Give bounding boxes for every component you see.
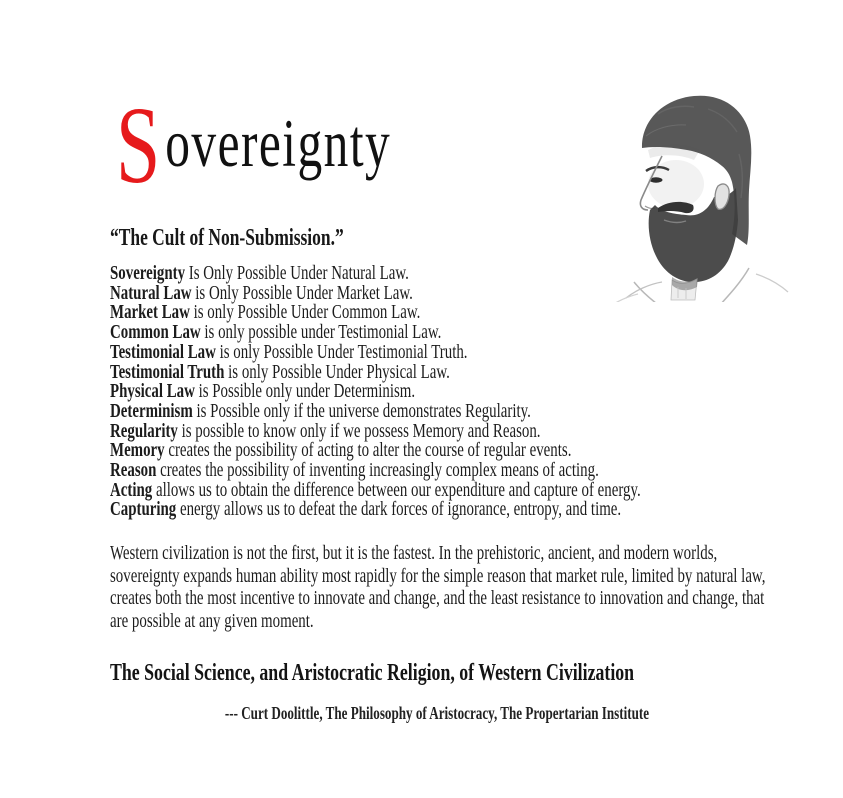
- statement-lead: Determinism: [110, 399, 193, 422]
- title-rest: overeignty: [165, 105, 392, 181]
- attribution-line: --- Curt Doolittle, The Philosophy of Aristocracy, The Propertarian Institute: [224, 703, 650, 723]
- statement-text: is Possible only under Determinism.: [194, 380, 416, 403]
- statement-lead: Physical Law: [110, 380, 195, 403]
- statement-text: is only possible under Testimonial Law.: [200, 321, 442, 344]
- statement-text: is only Possible Under Testimonial Truth.: [215, 340, 468, 363]
- statement-lead: Market Law: [110, 301, 190, 324]
- portrait-sketch: [598, 84, 795, 302]
- statement-text: is only Possible Under Common Law.: [189, 301, 421, 324]
- statement-lead: Acting: [110, 478, 153, 501]
- title-initial-letter: S: [115, 84, 161, 206]
- statement-text: creates the possibility of inventing increasingly complex means of acting.: [156, 459, 599, 482]
- statement-lead: Testimonial Truth: [110, 360, 225, 383]
- page-title: [110, 0, 474, 206]
- statement-lead: Reason: [110, 459, 157, 482]
- subtitle: “The Cult of Non-Submission.”: [110, 225, 344, 251]
- statement-text: is only Possible Under Physical Law.: [224, 360, 450, 383]
- section-heading: The Social Science, and Aristocratic Religion, of Western Civilization: [110, 659, 635, 686]
- statement-lead: Natural Law: [110, 281, 192, 304]
- body-paragraph: Western civilization is not the first, but it is the fastest. In the prehistoric, ancient, and modern worlds, sovereignty expands human ability most rapidly for the simple reason that market rule, limited by natural law, creates both the most incentive to innovate and change, and the least resistance to innovation and change, that are possible at any given moment.: [110, 542, 766, 633]
- statement-lead: Memory: [110, 439, 165, 462]
- statement-text: is possible to know only if we possess Memory and Reason.: [177, 419, 541, 442]
- statement-text: is Possible only if the universe demonstrates Regularity.: [192, 399, 531, 422]
- statement-text: Is Only Possible Under Natural Law.: [185, 262, 409, 284]
- statement-text: creates the possibility of acting to alter the course of regular events.: [164, 439, 572, 462]
- statement-lead: Regularity: [110, 419, 178, 442]
- statement-lead: Capturing: [110, 498, 177, 521]
- statement-lead: Testimonial Law: [110, 340, 216, 363]
- statement-text: energy allows us to defeat the dark forces of ignorance, entropy, and time.: [176, 498, 622, 521]
- statements-list: [110, 264, 641, 520]
- statement-text: is Only Possible Under Market Law.: [191, 281, 413, 304]
- statement-lead: Sovereignty: [110, 262, 186, 284]
- statement-lead: Common Law: [110, 321, 201, 344]
- statement-text: allows us to obtain the difference between our expenditure and capture of energy.: [152, 478, 641, 501]
- statement-line: [110, 500, 641, 520]
